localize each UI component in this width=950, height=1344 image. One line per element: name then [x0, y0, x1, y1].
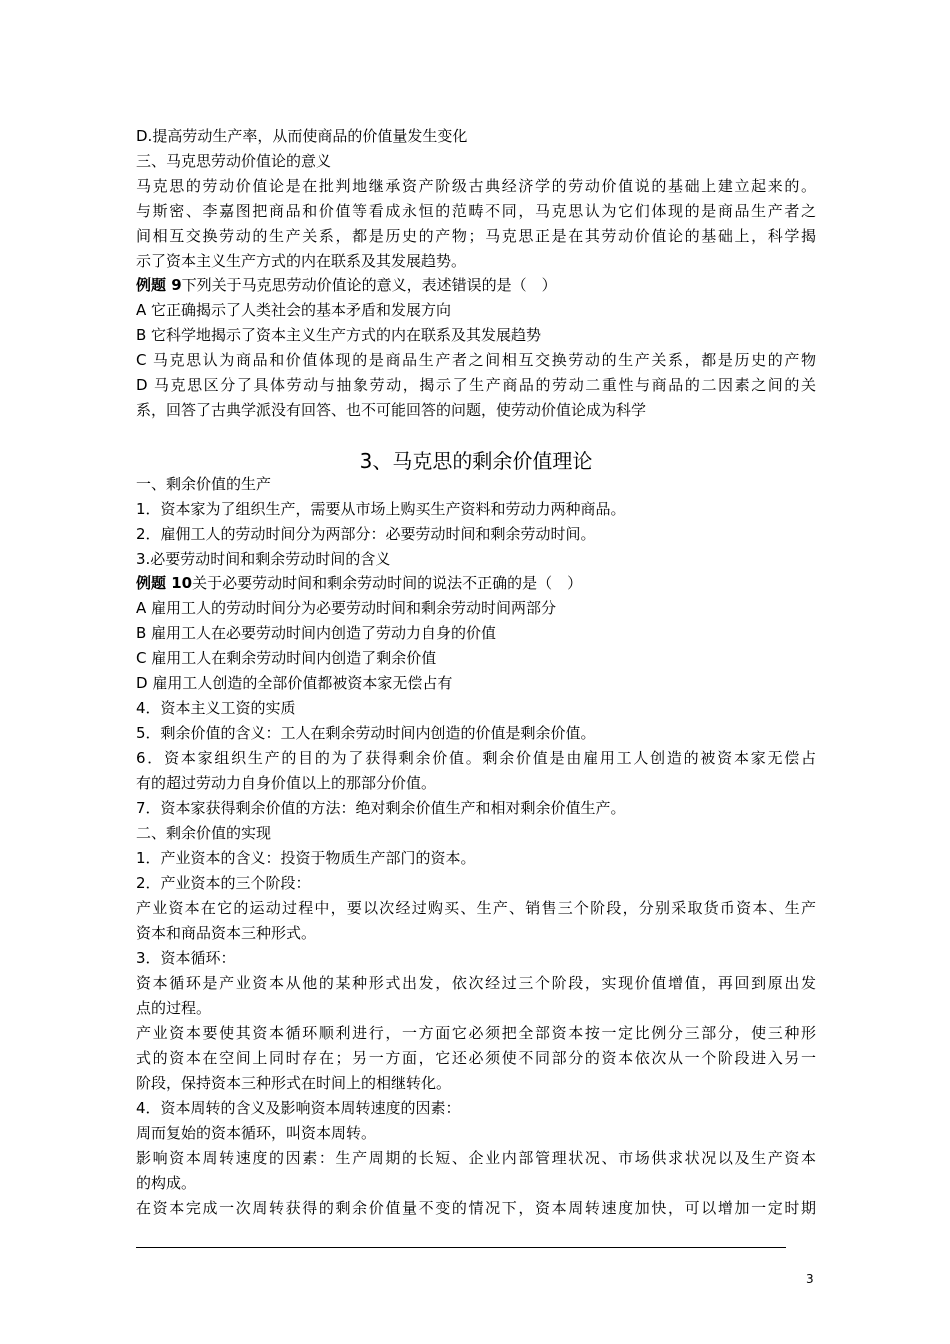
footer-divider	[136, 1247, 786, 1248]
realization-item-1: 1．产业资本的含义：投资于物质生产部门的资本。	[136, 849, 476, 867]
example-10-option-a: A 雇用工人的劳动时间分为必要劳动时间和剩余劳动时间两部分	[136, 599, 557, 617]
realization-item-3-more-line-3: 阶段，保持资本三种形式在时间上的相继转化。	[136, 1074, 452, 1092]
item-4: 4．资本主义工资的实质	[136, 699, 296, 717]
subheading-surplus-value-realization: 二、剩余价值的实现	[136, 824, 272, 842]
option-d-previous-question: D.提高劳动生产率，从而使商品的价值量发生变化	[136, 127, 468, 145]
page-number: 3	[806, 1272, 814, 1286]
realization-item-2-text-line-2: 资本和商品资本三种形式。	[136, 924, 317, 942]
realization-item-4-definition: 周而复始的资本循环，叫资本周转。	[136, 1124, 377, 1142]
subheading-surplus-value-production: 一、剩余价值的生产	[136, 475, 272, 493]
item-3: 3.必要劳动时间和剩余劳动时间的含义	[136, 550, 391, 568]
realization-item-3-more-line-1: 产业资本要使其资本循环顺利进行，一方面它必须把全部资本按一定比例分三部分，使三种形	[136, 1024, 816, 1042]
example-10-option-d: D 雇用工人创造的全部价值都被资本家无偿占有	[136, 674, 453, 692]
example-10-label: 例题 10	[136, 574, 193, 592]
realization-item-2: 2．产业资本的三个阶段：	[136, 874, 311, 892]
realization-item-4-last-line: 在资本完成一次周转获得的剩余价值量不变的情况下，资本周转速度加快，可以增加一定时期	[136, 1199, 816, 1217]
section-heading-significance: 三、马克思劳动价值论的意义	[136, 152, 332, 170]
example-10-question	[136, 573, 816, 593]
item-7: 7．资本家获得剩余价值的方法：绝对剩余价值生产和相对剩余价值生产。	[136, 799, 626, 817]
realization-item-3-text-line-2: 点的过程。	[136, 999, 212, 1017]
realization-item-2-text-line-1: 产业资本在它的运动过程中，要以次经过购买、生产、销售三个阶段，分别采取货币资本、生产	[136, 899, 816, 917]
realization-item-3-text-line-1: 资本循环是产业资本从他的某种形式出发，依次经过三个阶段，实现价值增值，再回到原出发	[136, 974, 816, 992]
example-10-option-c: C 雇用工人在剩余劳动时间内创造了剩余价值	[136, 649, 437, 667]
example-9-label: 例题 9	[136, 276, 182, 294]
section-title-surplus-value: 3、马克思的剩余价值理论	[359, 449, 593, 473]
paragraph-line-4: 示了资本主义生产方式的内在联系及其发展趋势。	[136, 252, 467, 270]
paragraph-line-1: 马克思的劳动价值论是在批判地继承资产阶级古典经济学的劳动价值说的基础上建立起来的。	[136, 177, 816, 195]
example-9-question-text: 下列关于马克思劳动价值论的意义，表述错误的是（ ）	[181, 276, 557, 294]
item-5: 5．剩余价值的含义：工人在剩余劳动时间内创造的价值是剩余价值。	[136, 724, 596, 742]
example-10-question-text: 关于必要劳动时间和剩余劳动时间的说法不正确的是（ ）	[192, 574, 583, 592]
realization-item-4: 4．资本周转的含义及影响资本周转速度的因素：	[136, 1099, 461, 1117]
paragraph-line-2: 与斯密、李嘉图把商品和价值等看成永恒的范畴不同，马克思认为它们体现的是商品生产者之	[136, 202, 816, 220]
example-9-option-d-line-1: D 马克思区分了具体劳动与抽象劳动，揭示了生产商品的劳动二重性与商品的二因素之间的关	[136, 376, 816, 394]
item-2: 2．雇佣工人的劳动时间分为两部分：必要劳动时间和剩余劳动时间。	[136, 525, 596, 543]
example-9-option-a: A 它正确揭示了人类社会的基本矛盾和发展方向	[136, 301, 452, 319]
example-9-question	[136, 275, 816, 295]
example-10-option-b: B 雇用工人在必要劳动时间内创造了劳动力自身的价值	[136, 624, 497, 642]
item-6-line-2: 有的超过劳动力自身价值以上的那部分价值。	[136, 774, 437, 792]
example-9-option-d-line-2: 系，回答了古典学派没有回答、也不可能回答的问题，使劳动价值论成为科学	[136, 401, 647, 419]
realization-item-3-more-line-2: 式的资本在空间上同时存在；另一方面，它还必须使不同部分的资本依次从一个阶段进入另一	[136, 1049, 816, 1067]
example-9-option-b: B 它科学地揭示了资本主义生产方式的内在联系及其发展趋势	[136, 326, 542, 344]
paragraph-line-3: 间相互交换劳动的生产关系，都是历史的产物；马克思正是在其劳动价值论的基础上，科学揭	[136, 227, 816, 245]
item-6-line-1: 6．资本家组织生产的目的为了获得剩余价值。剩余价值是由雇用工人创造的被资本家无偿占	[136, 749, 816, 767]
realization-item-4-factors-line-1: 影响资本周转速度的因素：生产周期的长短、企业内部管理状况、市场供求状况以及生产资本	[136, 1149, 816, 1167]
item-1: 1．资本家为了组织生产，需要从市场上购买生产资料和劳动力两种商品。	[136, 500, 626, 518]
realization-item-4-factors-line-2: 的构成。	[136, 1174, 197, 1192]
example-9-option-c: C 马克思认为商品和价值体现的是商品生产者之间相互交换劳动的生产关系，都是历史的产物	[136, 351, 816, 369]
realization-item-3: 3．资本循环：	[136, 949, 236, 967]
